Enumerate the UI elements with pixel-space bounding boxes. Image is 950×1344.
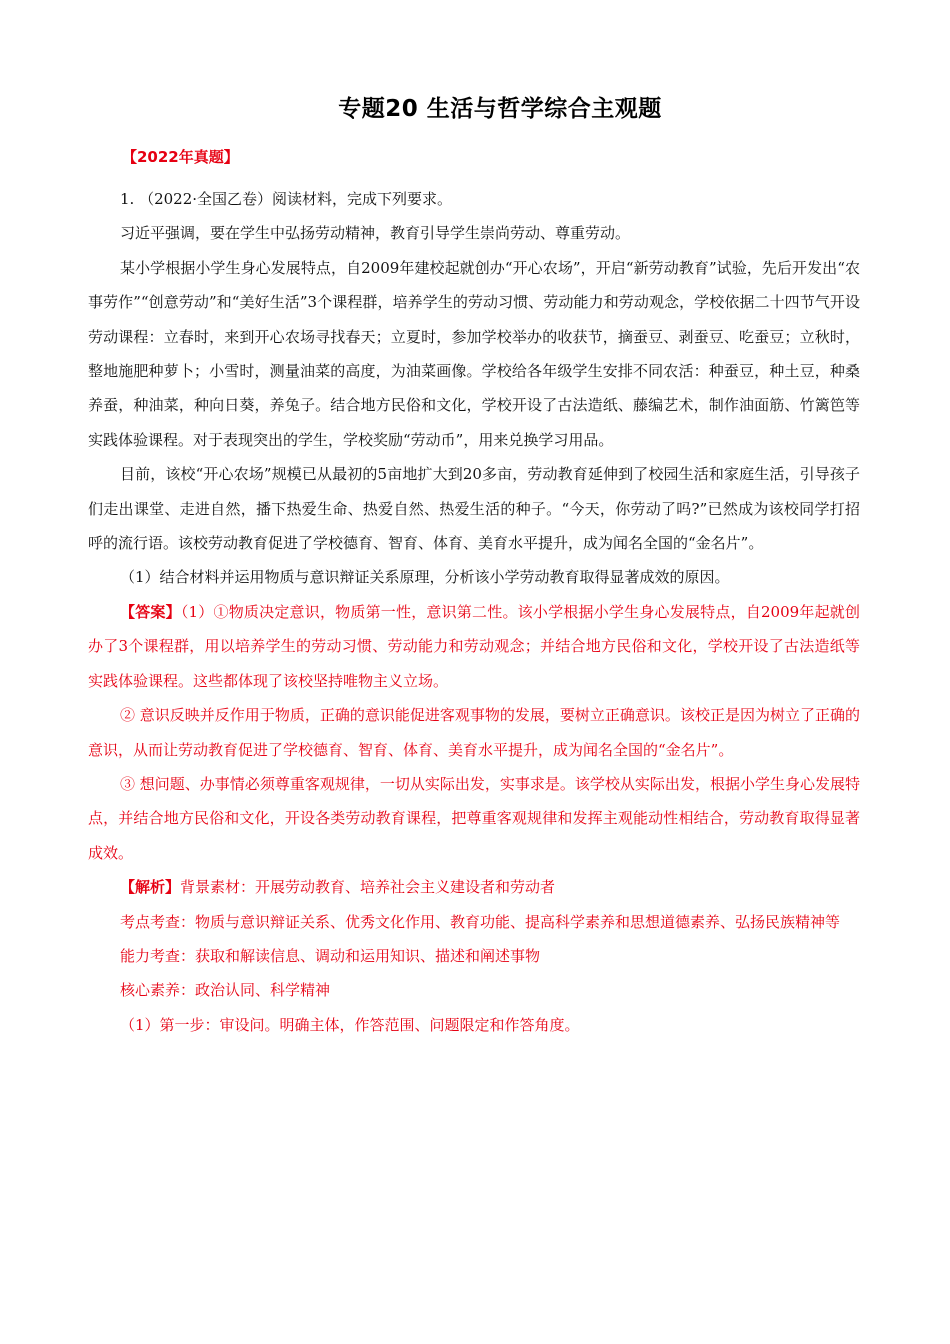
- analysis-background: 背景素材：开展劳动教育、培养社会主义建设者和劳动者: [180, 878, 556, 897]
- analysis-points: 考点考查：物质与意识辩证关系、优秀文化作用、教育功能、提高科学素养和思想道德素养、弘扬民族精神等: [120, 912, 841, 931]
- year-tag: 【2022年真题】: [122, 148, 239, 166]
- document-body: [88, 182, 860, 1042]
- question-stem: 1. （2022·全国乙卷）阅读材料，完成下列要求。: [120, 190, 453, 208]
- answer-paragraph-3: ③ 想问题、办事情必须尊重客观规律，一切从实际出发，实事求是。该学校从实际出发，根据小学生身心发展特点，并结合地方民俗和文化，开设各类劳动教育课程，把尊重客观规律和发挥主观能动性相结合，劳动教育取得显著成效。: [88, 774, 860, 862]
- answer-paragraph-1: [88, 595, 860, 698]
- page-title: 专题20 生活与哲学综合主观题: [338, 96, 662, 122]
- answer-label: 【答案】: [120, 602, 181, 621]
- material-paragraph-2: 某小学根据小学生身心发展特点，自2009年建校起就创办“开心农场”，开启“新劳动教育”试验，先后开发出“农事劳作”“创意劳动”和“美好生活”3个课程群，培养学生的劳动习惯、劳动能力和劳动观念，学校依据二十四节气开设劳动课程：立春时，来到开心农场寻找春天；立夏时，参加学校举办的收获节，摘蚕豆、剥蚕豆、吃蚕豆；立秋时，整地施肥种萝卜；小雪时，测量油菜的高度，为油菜画像。学校给各年级学生安排不同农活：种蚕豆，种土豆，种桑养蚕，种油菜，种向日葵，养兔子。结合地方民俗和文化，学校开设了古法造纸、藤编艺术，制作油面筋、竹篱笆等实践体验课程。对于表现突出的学生，学校奖励“劳动币”，用来兑换学习用品。: [88, 258, 860, 449]
- analysis-ability: 能力考查：获取和解读信息、调动和运用知识、描述和阐述事物: [120, 946, 541, 965]
- analysis-paragraph: [88, 870, 860, 904]
- analysis-label: 【解析】: [120, 878, 181, 897]
- analysis-step-1: （1）第一步：审设问。明确主体，作答范围、问题限定和作答角度。: [120, 1015, 580, 1034]
- material-paragraph-1: 习近平强调，要在学生中弘扬劳动精神，教育引导学生崇尚劳动、尊重劳动。: [120, 224, 631, 243]
- answer-text-1: （1）①物质决定意识，物质第一性，意识第二性。该小学根据小学生身心发展特点，自2009年起就创办了3个课程群，用以培养学生的劳动习惯、劳动能力和劳动观念；并结合地方民俗和文化，学校开设了古法造纸等实践体验课程。这些都体现了该校坚持唯物主义立场。: [88, 602, 860, 690]
- sub-question: （1）结合材料并运用物质与意识辩证关系原理，分析该小学劳动教育取得显著成效的原因。: [120, 568, 730, 587]
- answer-paragraph-2: ② 意识反映并反作用于物质，正确的意识能促进客观事物的发展，要树立正确意识。该校正是因为树立了正确的意识，从而让劳动教育促进了学校德育、智育、体育、美育水平提升，成为闻名全国的“金名片”。: [88, 706, 860, 759]
- material-paragraph-3: 目前，该校“开心农场”规模已从最初的5亩地扩大到20多亩，劳动教育延伸到了校园生活和家庭生活，引导孩子们走出课堂、走进自然，播下热爱生命、热爱自然、热爱生活的种子。“今天，你劳动了吗?”已然成为该校同学打招呼的流行语。该校劳动教育促进了学校德育、智育、体育、美育水平提升，成为闻名全国的“金名片”。: [88, 465, 860, 553]
- analysis-literacy: 核心素养：政治认同、科学精神: [120, 981, 331, 1000]
